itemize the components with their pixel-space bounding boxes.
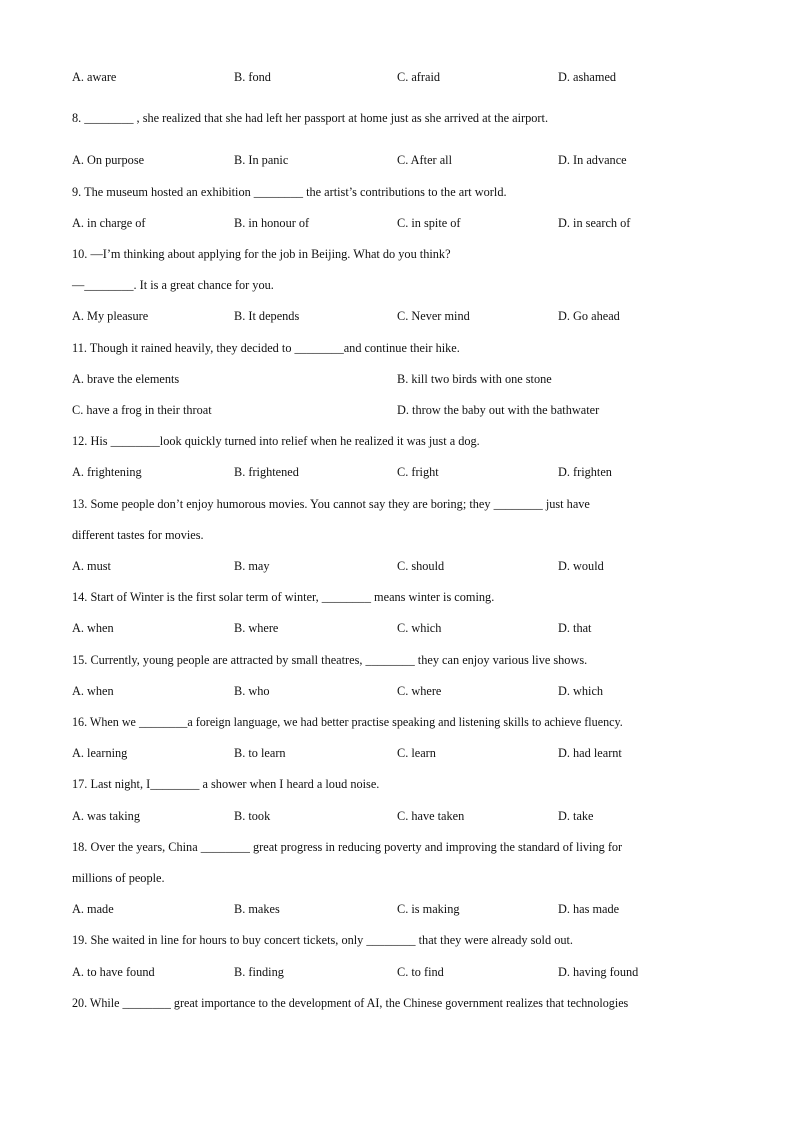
q15-option-c: C. where <box>397 684 442 698</box>
q8-option-c: C. After all <box>397 153 452 167</box>
q13-options <box>72 558 732 574</box>
q11-option-a: A. brave the elements <box>72 372 180 386</box>
q15-option-a: A. when <box>72 684 114 698</box>
q16-option-c: C. learn <box>397 746 436 760</box>
q12-option-b: B. frightened <box>234 465 299 479</box>
q18-stem: 18. Over the years, China ________ great progress in reducing poverty and improving the standard of living for <box>72 840 623 854</box>
q10-options <box>72 308 732 324</box>
q8-stem: 8. ________ , she realized that she had left her passport at home just as she arrived at the airport. <box>72 111 549 125</box>
q17-options <box>72 808 732 824</box>
q8-option-b: B. In panic <box>234 153 289 167</box>
q11-stem: 11. Though it rained heavily, they decided to ________and continue their hike. <box>72 341 460 355</box>
q7-option-b: B. fond <box>234 70 271 84</box>
q9-option-a: A. in charge of <box>72 216 146 230</box>
q10-stem: 10. —I’m thinking about applying for the job in Beijing. What do you think? <box>72 247 451 261</box>
q18-option-b: B. makes <box>234 902 280 916</box>
q19-option-c: C. to find <box>397 965 444 979</box>
q17-option-d: D. take <box>558 809 594 823</box>
q16-option-b: B. to learn <box>234 746 286 760</box>
q17-option-b: B. took <box>234 809 271 823</box>
q10-option-a: A. My pleasure <box>72 309 149 323</box>
q13-option-d: D. would <box>558 559 604 573</box>
q13-option-a: A. must <box>72 559 111 573</box>
q14-option-a: A. when <box>72 621 114 635</box>
q7-options <box>72 69 732 85</box>
q11-option-b: B. kill two birds with one stone <box>397 372 552 386</box>
q11-options-row2 <box>72 402 732 418</box>
q11-options-row1 <box>72 371 732 387</box>
q10-option-c: C. Never mind <box>397 309 470 323</box>
q13-option-c: C. should <box>397 559 445 573</box>
q16-option-d: D. had learnt <box>558 746 622 760</box>
q16-option-a: A. learning <box>72 746 128 760</box>
q9-option-b: B. in honour of <box>234 216 310 230</box>
q13-stem: 13. Some people don’t enjoy humorous movies. You cannot say they are boring; they ________ just have <box>72 497 590 511</box>
q15-option-d: D. which <box>558 684 604 698</box>
q20-stem: 20. While ________ great importance to the development of AI, the Chinese government realizes that technologies <box>72 996 629 1010</box>
q19-option-b: B. finding <box>234 965 284 979</box>
q8-option-a: A. On purpose <box>72 153 145 167</box>
q7-option-d: D. ashamed <box>558 70 617 84</box>
q13-option-b: B. may <box>234 559 270 573</box>
q15-option-b: B. who <box>234 684 270 698</box>
q13-stem-cont: different tastes for movies. <box>72 528 204 542</box>
q14-option-b: B. where <box>234 621 279 635</box>
q19-option-a: A. to have found <box>72 965 155 979</box>
q14-option-c: C. which <box>397 621 442 635</box>
q14-options <box>72 620 732 636</box>
q15-options <box>72 683 732 699</box>
q9-options <box>72 215 732 231</box>
q12-options <box>72 464 732 480</box>
q19-options <box>72 964 732 980</box>
q16-stem: 16. When we ________a foreign language, we had better practise speaking and listening skills to achieve fluency. <box>72 715 623 729</box>
q12-option-d: D. frighten <box>558 465 612 479</box>
q16-options <box>72 745 732 761</box>
q9-option-d: D. in search of <box>558 216 631 230</box>
q12-stem: 12. His ________look quickly turned into relief when he realized it was just a dog. <box>72 434 480 448</box>
q17-option-c: C. have taken <box>397 809 465 823</box>
q9-stem: 9. The museum hosted an exhibition ________ the artist’s contributions to the art world. <box>72 185 507 199</box>
q12-option-a: A. frightening <box>72 465 142 479</box>
q7-option-c: C. afraid <box>397 70 441 84</box>
q12-option-c: C. fright <box>397 465 439 479</box>
q15-stem: 15. Currently, young people are attracted by small theatres, ________ they can enjoy various live shows. <box>72 653 588 667</box>
q18-stem-cont: millions of people. <box>72 871 165 885</box>
q9-option-c: C. in spite of <box>397 216 461 230</box>
q11-option-d: D. throw the baby out with the bathwater <box>397 403 600 417</box>
q10-option-d: D. Go ahead <box>558 309 620 323</box>
q18-option-d: D. has made <box>558 902 620 916</box>
q18-option-a: A. made <box>72 902 114 916</box>
q7-option-a: A. aware <box>72 70 117 84</box>
q17-stem: 17. Last night, I________ a shower when I heard a loud noise. <box>72 777 380 791</box>
q18-option-c: C. is making <box>397 902 460 916</box>
q14-option-d: D. that <box>558 621 592 635</box>
q10-option-b: B. It depends <box>234 309 300 323</box>
q11-option-c: C. have a frog in their throat <box>72 403 212 417</box>
q18-options <box>72 901 732 917</box>
q8-options <box>72 152 732 168</box>
q19-stem: 19. She waited in line for hours to buy concert tickets, only ________ that they were already sold out. <box>72 933 573 947</box>
q8-option-d: D. In advance <box>558 153 627 167</box>
q19-option-d: D. having found <box>558 965 639 979</box>
q10-stem-reply: —________. It is a great chance for you. <box>72 278 274 292</box>
q14-stem: 14. Start of Winter is the first solar term of winter, ________ means winter is coming. <box>72 590 495 604</box>
q17-option-a: A. was taking <box>72 809 140 823</box>
